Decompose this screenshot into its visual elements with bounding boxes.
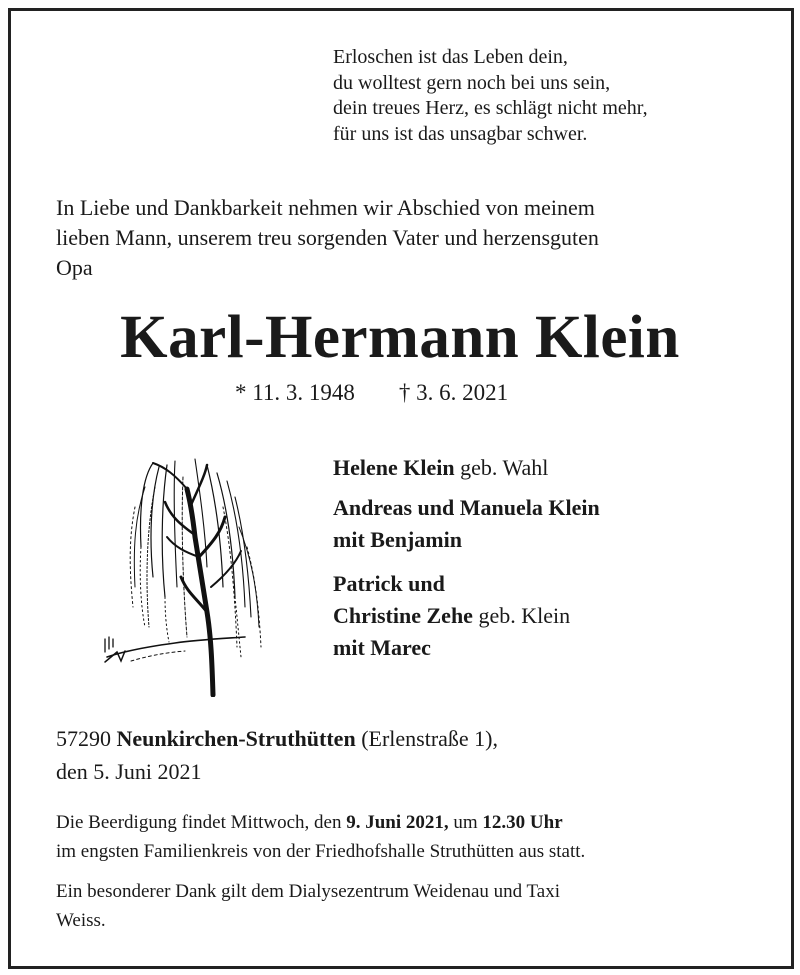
maiden-name-note: geb. Wahl xyxy=(460,455,549,480)
death-date: † 3. 6. 2021 xyxy=(398,380,509,405)
thanks-line: Ein besonderer Dank gilt dem Dialysezentrum Weidenau und Taxi xyxy=(56,881,561,902)
poem-line: du wolltest gern noch bei uns sein, xyxy=(333,71,611,94)
thanks-text xyxy=(56,877,560,935)
intro-line: In Liebe und Dankbarkeit nehmen wir Abschied von meinem xyxy=(56,195,595,220)
birth-date: * 11. 3. 1948 xyxy=(235,380,355,405)
zip-code: 57290 xyxy=(56,726,111,751)
poem-line: dein treues Herz, es schlägt nicht mehr, xyxy=(333,97,648,119)
funeral-time: 12.30 Uhr xyxy=(482,812,563,833)
family-name: Andreas und Manuela Klein xyxy=(333,495,600,520)
family-helene xyxy=(333,452,548,484)
funeral-text: im engsten Familienkreis von der Friedhofshalle Struthütten aus statt. xyxy=(56,841,586,862)
family-name: Christine Zehe xyxy=(333,603,473,628)
city: Neunkirchen-Struthütten xyxy=(116,726,356,751)
funeral-text: Die Beerdigung findet Mittwoch, den xyxy=(56,812,342,833)
family-name: Patrick und xyxy=(333,571,445,596)
deceased-name: Karl-Hermann Klein xyxy=(120,304,680,371)
intro-text xyxy=(56,193,746,283)
address-block xyxy=(56,722,498,788)
notice-date: den 5. Juni 2021 xyxy=(56,759,202,784)
poem xyxy=(333,45,648,147)
intro-line: Opa xyxy=(56,255,93,280)
family-name: Helene Klein xyxy=(333,455,455,480)
family-andreas xyxy=(333,492,600,556)
street: (Erlenstraße 1), xyxy=(361,726,499,751)
family-child: mit Marec xyxy=(333,635,431,660)
weeping-willow-icon xyxy=(95,447,270,697)
family-patrick xyxy=(333,568,570,664)
funeral-text: um xyxy=(453,812,478,833)
poem-line: Erloschen ist das Leben dein, xyxy=(333,46,568,68)
poem-line: für uns ist das unsagbar schwer. xyxy=(333,122,588,145)
maiden-name-note: geb. Klein xyxy=(478,603,571,628)
life-dates xyxy=(235,380,508,406)
funeral-date: 9. Juni 2021, xyxy=(346,812,449,833)
thanks-line: Weiss. xyxy=(56,910,106,931)
family-child: mit Benjamin xyxy=(333,527,462,552)
intro-line: lieben Mann, unserem treu sorgenden Vater und herzensguten xyxy=(56,225,599,250)
funeral-info xyxy=(56,808,585,866)
